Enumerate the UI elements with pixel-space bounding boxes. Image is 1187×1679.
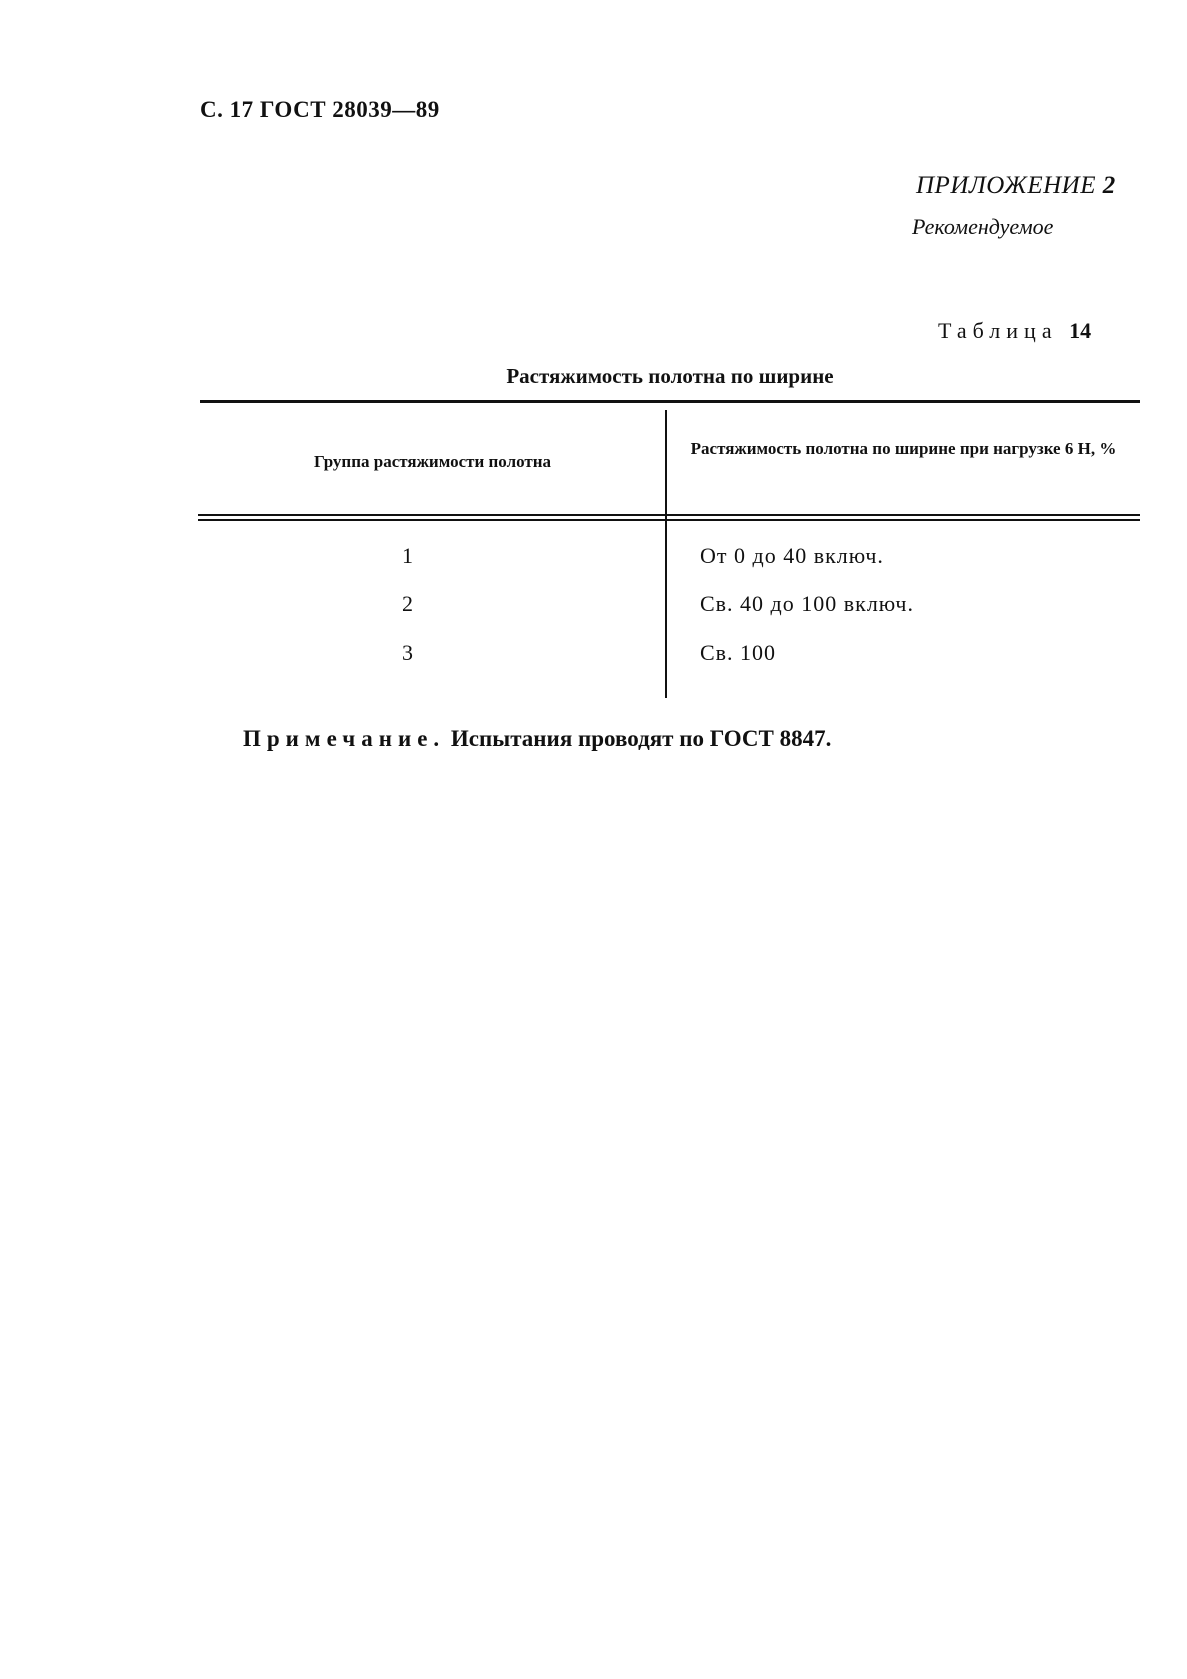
table-number: 14 xyxy=(1069,318,1092,343)
table-cell-value: От 0 до 40 включ. xyxy=(700,543,884,568)
appendix-number: 2 xyxy=(1102,172,1116,199)
table-number-label xyxy=(938,318,1091,344)
table-cell-group: 1 xyxy=(402,543,413,568)
table-note xyxy=(243,726,831,752)
header-rule-lower xyxy=(198,519,1140,521)
table-cell-value: Св. 40 до 100 включ. xyxy=(700,591,914,616)
appendix-heading xyxy=(916,172,1116,200)
appendix-label: ПРИЛОЖЕНИЕ xyxy=(916,172,1096,199)
column-header-group: Группа растяжимости полотна xyxy=(313,452,552,471)
header-rule-upper xyxy=(198,514,1140,516)
column-header-stretch: Растяжимость полотна по ширине при нагрузке 6 Н, % xyxy=(690,439,1117,458)
table-cell-group: 3 xyxy=(402,640,413,665)
page-header: С. 17 ГОСТ 28039—89 xyxy=(200,97,440,122)
appendix-status: Рекомендуемое xyxy=(912,214,1054,239)
note-text: Испытания проводят по ГОСТ 8847. xyxy=(450,726,832,751)
note-label: Примечание. xyxy=(243,726,446,751)
table-title: Растяжимость полотна по ширине xyxy=(506,364,834,388)
table-top-rule xyxy=(200,400,1140,403)
table-label: Таблица xyxy=(938,318,1058,343)
table-cell-value: Св. 100 xyxy=(700,640,777,665)
table-cell-group: 2 xyxy=(402,591,413,616)
